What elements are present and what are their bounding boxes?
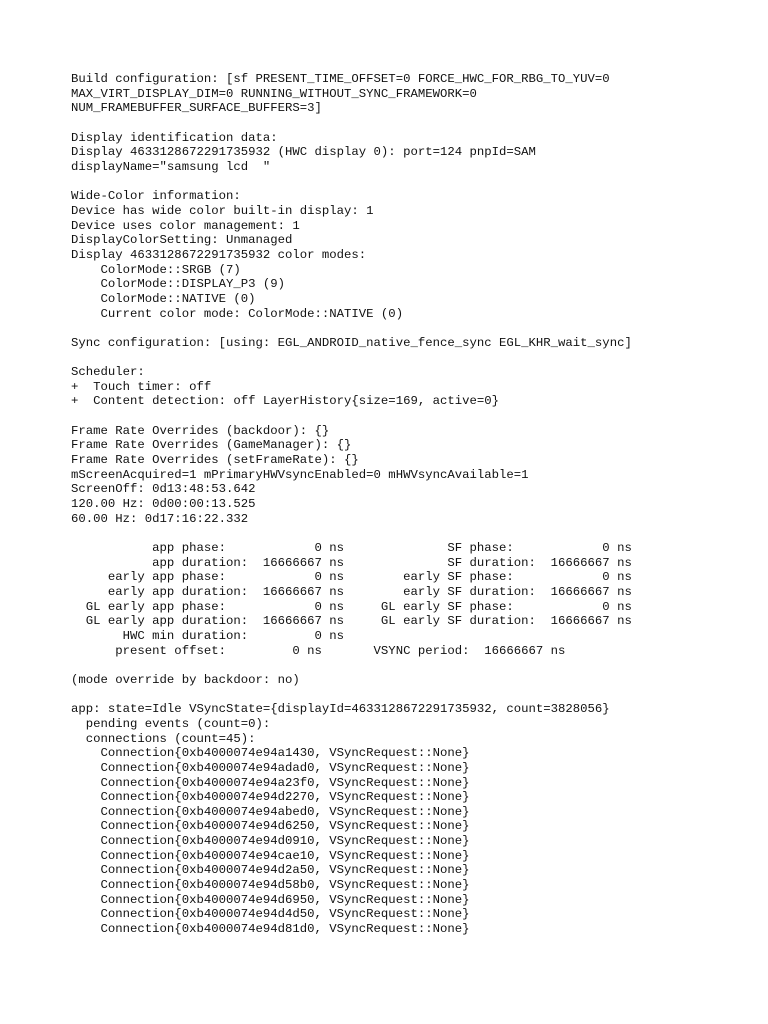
blank-line bbox=[71, 526, 761, 541]
text-line: Current color mode: ColorMode::NATIVE (0) bbox=[71, 306, 404, 321]
text-line: GL early app duration: 16666667 ns GL early SF duration: 16666667 ns bbox=[71, 614, 632, 629]
text-line: (mode override by backdoor: no) bbox=[71, 672, 300, 687]
text-line: GL early app phase: 0 ns GL early SF phase: 0 ns bbox=[71, 599, 632, 614]
text-line: Connection{0xb4000074e94cae10, VSyncRequest::None} bbox=[71, 848, 470, 863]
text-line: Device uses color management: 1 bbox=[71, 218, 300, 233]
blank-line bbox=[71, 116, 761, 131]
text-line: 60.00 Hz: 0d17:16:22.332 bbox=[71, 511, 249, 526]
text-line: Scheduler: bbox=[71, 365, 145, 380]
text-line: Connection{0xb4000074e94adad0, VSyncRequest::None} bbox=[71, 760, 470, 775]
document-page bbox=[71, 72, 761, 937]
text-line: mScreenAcquired=1 mPrimaryHWVsyncEnabled=0 mHWVsyncAvailable=1 bbox=[71, 467, 529, 482]
text-line: displayName="samsung lcd " bbox=[71, 159, 271, 174]
text-line: app phase: 0 ns SF phase: 0 ns bbox=[71, 541, 632, 555]
text-line: Display identification data: bbox=[71, 130, 278, 145]
text-line: Frame Rate Overrides (backdoor): {} bbox=[71, 423, 330, 438]
blank-line bbox=[71, 658, 761, 673]
text-line: Connection{0xb4000074e94d81d0, VSyncRequest::None} bbox=[71, 922, 470, 937]
text-line: Frame Rate Overrides (setFrameRate): {} bbox=[71, 453, 359, 468]
text-line: Connection{0xb4000074e94d2270, VSyncRequest::None} bbox=[71, 790, 470, 805]
text-line: Sync configuration: [using: EGL_ANDROID_native_fence_sync EGL_KHR_wait_sync] bbox=[71, 335, 632, 350]
text-line: Connection{0xb4000074e94d6250, VSyncRequest::None} bbox=[71, 819, 470, 834]
build-configuration-section bbox=[71, 72, 761, 116]
text-line: Display 4633128672291735932 (HWC display 0): port=124 pnpId=SAM bbox=[71, 145, 536, 160]
text-line: DisplayColorSetting: Unmanaged bbox=[71, 233, 293, 248]
frame-rate-section bbox=[71, 424, 761, 527]
blank-line bbox=[71, 350, 761, 365]
text-line: early app phase: 0 ns early SF phase: 0 ns bbox=[71, 570, 632, 585]
text-line: Connection{0xb4000074e94d58b0, VSyncRequest::None} bbox=[71, 878, 470, 893]
phase-table-section bbox=[71, 541, 761, 658]
text-line: + Touch timer: off bbox=[71, 379, 212, 394]
text-line: early app duration: 16666667 ns early SF duration: 16666667 ns bbox=[71, 584, 632, 599]
text-line: ColorMode::SRGB (7) bbox=[71, 262, 241, 277]
text-line: Connection{0xb4000074e94a23f0, VSyncRequest::None} bbox=[71, 775, 470, 790]
blank-line bbox=[71, 175, 761, 190]
app-state-section bbox=[71, 702, 761, 937]
blank-line bbox=[71, 321, 761, 336]
text-line: connections (count=45): bbox=[71, 731, 256, 746]
text-line: Connection{0xb4000074e94d4d50, VSyncRequest::None} bbox=[71, 907, 470, 922]
mode-override-section bbox=[71, 673, 761, 688]
text-line: app duration: 16666667 ns SF duration: 16666667 ns bbox=[71, 555, 632, 570]
display-identification-section bbox=[71, 131, 761, 175]
blank-line bbox=[71, 688, 761, 703]
text-line: Connection{0xb4000074e94abed0, VSyncRequest::None} bbox=[71, 804, 470, 819]
text-line: Connection{0xb4000074e94d6950, VSyncRequest::None} bbox=[71, 892, 470, 907]
text-line: Wide-Color information: bbox=[71, 189, 241, 204]
text-line: Display 4633128672291735932 color modes: bbox=[71, 247, 367, 262]
text-line: Device has wide color built-in display: 1 bbox=[71, 203, 374, 218]
text-line: pending events (count=0): bbox=[71, 716, 271, 731]
text-line: app: state=Idle VSyncState={displayId=4633128672291735932, count=3828056} bbox=[71, 702, 610, 717]
text-line: Connection{0xb4000074e94d0910, VSyncRequest::None} bbox=[71, 834, 470, 849]
text-line: + Content detection: off LayerHistory{size=169, active=0} bbox=[71, 394, 500, 409]
text-line: NUM_FRAMEBUFFER_SURFACE_BUFFERS=3] bbox=[71, 101, 322, 116]
text-line: present offset: 0 ns VSYNC period: 16666667 ns bbox=[71, 643, 566, 658]
blank-line bbox=[71, 409, 761, 424]
sync-configuration-section bbox=[71, 336, 761, 351]
text-line: Frame Rate Overrides (GameManager): {} bbox=[71, 438, 352, 453]
text-line: ScreenOff: 0d13:48:53.642 bbox=[71, 482, 256, 497]
text-line: HWC min duration: 0 ns bbox=[71, 628, 345, 643]
text-line: 120.00 Hz: 0d00:00:13.525 bbox=[71, 497, 256, 512]
text-line: ColorMode::DISPLAY_P3 (9) bbox=[71, 277, 286, 292]
text-line: Build configuration: [sf PRESENT_TIME_OFFSET=0 FORCE_HWC_FOR_RBG_TO_YUV=0 bbox=[71, 72, 610, 86]
text-line: MAX_VIRT_DISPLAY_DIM=0 RUNNING_WITHOUT_SYNC_FRAMEWORK=0 bbox=[71, 86, 477, 101]
text-line: Connection{0xb4000074e94d2a50, VSyncRequest::None} bbox=[71, 863, 470, 878]
text-line: ColorMode::NATIVE (0) bbox=[71, 291, 256, 306]
wide-color-section bbox=[71, 189, 761, 321]
text-line: Connection{0xb4000074e94a1430, VSyncRequest::None} bbox=[71, 746, 470, 761]
scheduler-section bbox=[71, 365, 761, 409]
